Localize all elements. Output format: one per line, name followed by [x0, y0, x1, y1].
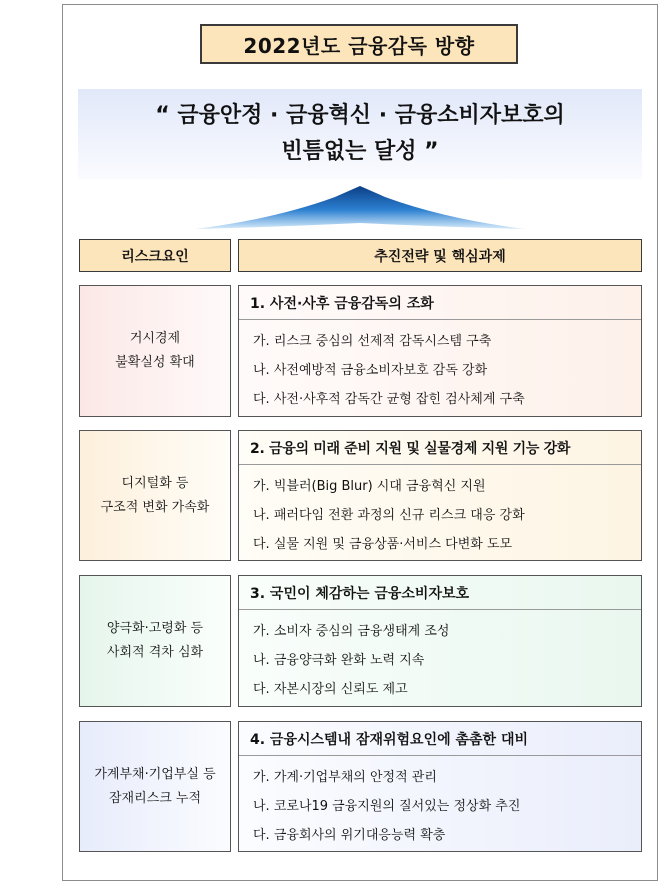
slogan-banner — [78, 89, 642, 179]
risk-2-line-2: 구조적 변화 가속화 — [100, 499, 210, 515]
header-strategy — [238, 239, 642, 272]
strategy-box-3 — [238, 575, 642, 707]
strategy-3-task-1: 가. 소비자 중심의 금융생태계 조성 — [253, 624, 450, 639]
risk-4-line-2: 잠재리스크 누적 — [108, 790, 202, 806]
strategy-box-1 — [238, 285, 642, 417]
risk-4-line-1: 가계부채·기업부실 등 — [94, 766, 216, 782]
strategy-1-task-2: 나. 사전예방적 금융소비자보호 감독 강화 — [253, 363, 488, 378]
strategy-4-task-3: 다. 금융회사의 위기대응능력 확충 — [253, 828, 446, 843]
risk-1-line-1: 거시경제 — [129, 331, 181, 346]
risk-box-3 — [79, 575, 231, 707]
strategy-box-2 — [238, 430, 642, 561]
strategy-3-task-3: 다. 자본시장의 신뢰도 제고 — [253, 682, 408, 697]
strategy-1-title: 1. 사전·사후 금융감독의 조화 — [239, 286, 641, 320]
strategy-4-task-2: 나. 코로나19 금융지원의 질서있는 정상화 추진 — [253, 799, 521, 814]
page-title-text: 2022년도 금융감독 방향 — [243, 33, 475, 58]
header-risk-label: 리스크요인 — [121, 248, 189, 265]
strategy-1-task-3: 다. 사전·사후적 감독간 균형 잡힌 검사체계 구축 — [253, 392, 525, 407]
risk-2-line-1: 디지털화 등 — [121, 475, 189, 491]
strategy-2-task-3: 다. 실물 지원 및 금융상품·서비스 다변화 도모 — [253, 537, 513, 552]
strategy-2-task-1: 가. 빅블러(Big Blur) 시대 금융혁신 지원 — [253, 479, 486, 494]
up-arrow-icon — [195, 183, 525, 231]
risk-1-line-2: 불확실성 확대 — [115, 355, 195, 370]
risk-box-2 — [79, 430, 231, 561]
slogan-line-1: “ 금융안정 · 금융혁신 · 금융소비자보호의 — [155, 103, 565, 128]
header-risk-factors — [79, 239, 231, 272]
risk-box-1 — [79, 285, 231, 417]
strategy-2-task-2: 나. 패러다임 전환 과정의 신규 리스크 대응 강화 — [253, 508, 525, 523]
risk-3-line-1: 양극화·고령화 등 — [106, 621, 204, 636]
page-title — [200, 24, 518, 64]
strategy-1-task-1: 가. 리스크 중심의 선제적 감독시스템 구축 — [253, 334, 492, 349]
strategy-4-task-1: 가. 가계·기업부채의 안정적 관리 — [253, 770, 437, 785]
strategy-4-title: 4. 금융시스템내 잠재위험요인에 촘촘한 대비 — [239, 722, 641, 756]
strategy-3-title: 3. 국민이 체감하는 금융소비자보호 — [239, 576, 641, 610]
slogan-line-2: 빈틈없는 달성 ” — [281, 139, 439, 164]
risk-3-line-2: 사회적 격차 심화 — [106, 645, 204, 660]
strategy-2-title: 2. 금융의 미래 준비 지원 및 실물경제 지원 기능 강화 — [239, 431, 641, 465]
risk-box-4 — [79, 721, 231, 852]
strategy-3-task-2: 나. 금융양극화 완화 노력 지속 — [253, 653, 425, 668]
strategy-box-4 — [238, 721, 642, 852]
header-strategy-label: 추진전략 및 핵심과제 — [374, 248, 506, 265]
